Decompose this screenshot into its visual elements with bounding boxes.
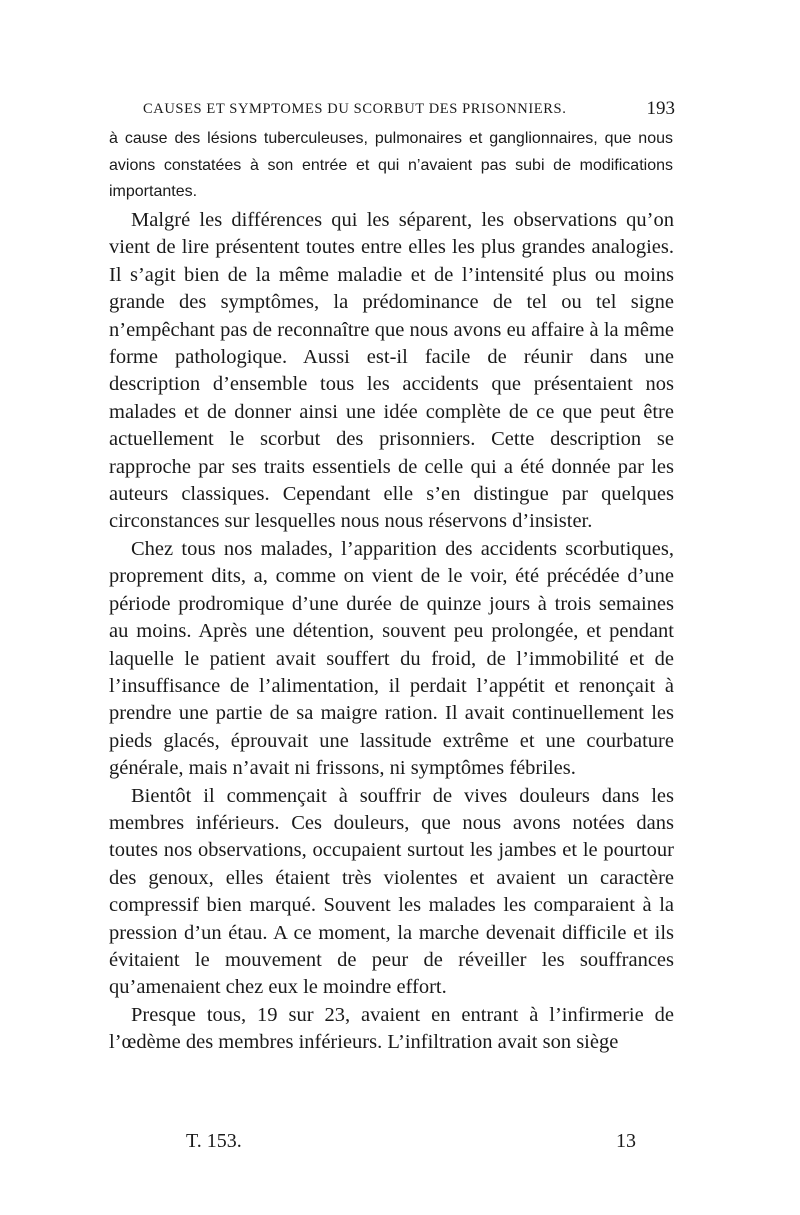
paragraph: Chez tous nos malades, l’apparition des accidents scorbutiques, proprement dits, a, comme on vient de le voir, été précédée d’une période prodromique d’une durée de quinze jours à trois semaines au moins. Après une détention, souvent peu prolongée, et pendant laquelle le patient avait souffert du froid, de l’immobilité et de l’insuffisance de l’alimentation, il perdait l’appétit et renonçait à prendre une partie de sa maigre ration. Il avait continuellement les pieds glacés, éprouvait une lassitude extrême et une courbature générale, mais n’avait ni frissons, ni symptômes fébriles. <box>109 537 674 780</box>
page-number: 193 <box>646 98 675 119</box>
intro-paragraph: à cause des lésions tuberculeuses, pulmonaires et ganglionnaires, que nous avions constatées à son entrée et qui n’avaient pas subi de modifications importantes. <box>109 130 673 200</box>
page-footer <box>186 1127 636 1155</box>
paragraph: Bientôt il commençait à souffrir de vives douleurs dans les membres inférieurs. Ces douleurs, que nous avons notées dans toutes nos observations, occupaient surtout les jambes et le pourtour des genoux, elles étaient très violentes et avaient un caractère compressif bien marqué. Souvent les malades les comparaient à la pression d’un étau. A ce moment, la marche devenait difficile et ils évitaient le mouvement de peur de réveiller les souffrances qu’amenaient chez eux le moindre effort. <box>109 784 674 999</box>
signature-mark: T. 153. <box>186 1130 242 1152</box>
running-title: CAUSES ET SYMPTOMES DU SCORBUT DES PRISONNIERS. <box>143 101 567 117</box>
paragraph: Malgré les différences qui les séparent, les observations qu’on vient de lire présentent toutes entre elles les plus grandes analogies. Il s’agit bien de la même maladie et de l’intensité plus ou moins grande des symptômes, la prédominance de tel ou tel signe n’empêchant pas de reconnaître que nous avons eu affaire à la même forme pathologique. Aussi est-il facile de réunir dans une description d’ensemble tous les accidents que présentaient nos malades et de donner ainsi une idée complète de ce que peut être actuellement le scorbut des prisonniers. Cette description se rapproche par ses traits essentiels de celle qui a été donnée par les auteurs classiques. Cependant elle s’en distingue par quelques circonstances sur lesquelles nous nous réservons d’insister. <box>109 209 674 533</box>
running-head <box>143 97 675 121</box>
paragraph: Presque tous, 19 sur 23, avaient en entrant à l’infirmerie de l’œdème des membres inférieurs. L’infiltration avait son siège <box>109 1003 674 1054</box>
body-text <box>109 207 674 1057</box>
sheet-number: 13 <box>616 1130 636 1152</box>
